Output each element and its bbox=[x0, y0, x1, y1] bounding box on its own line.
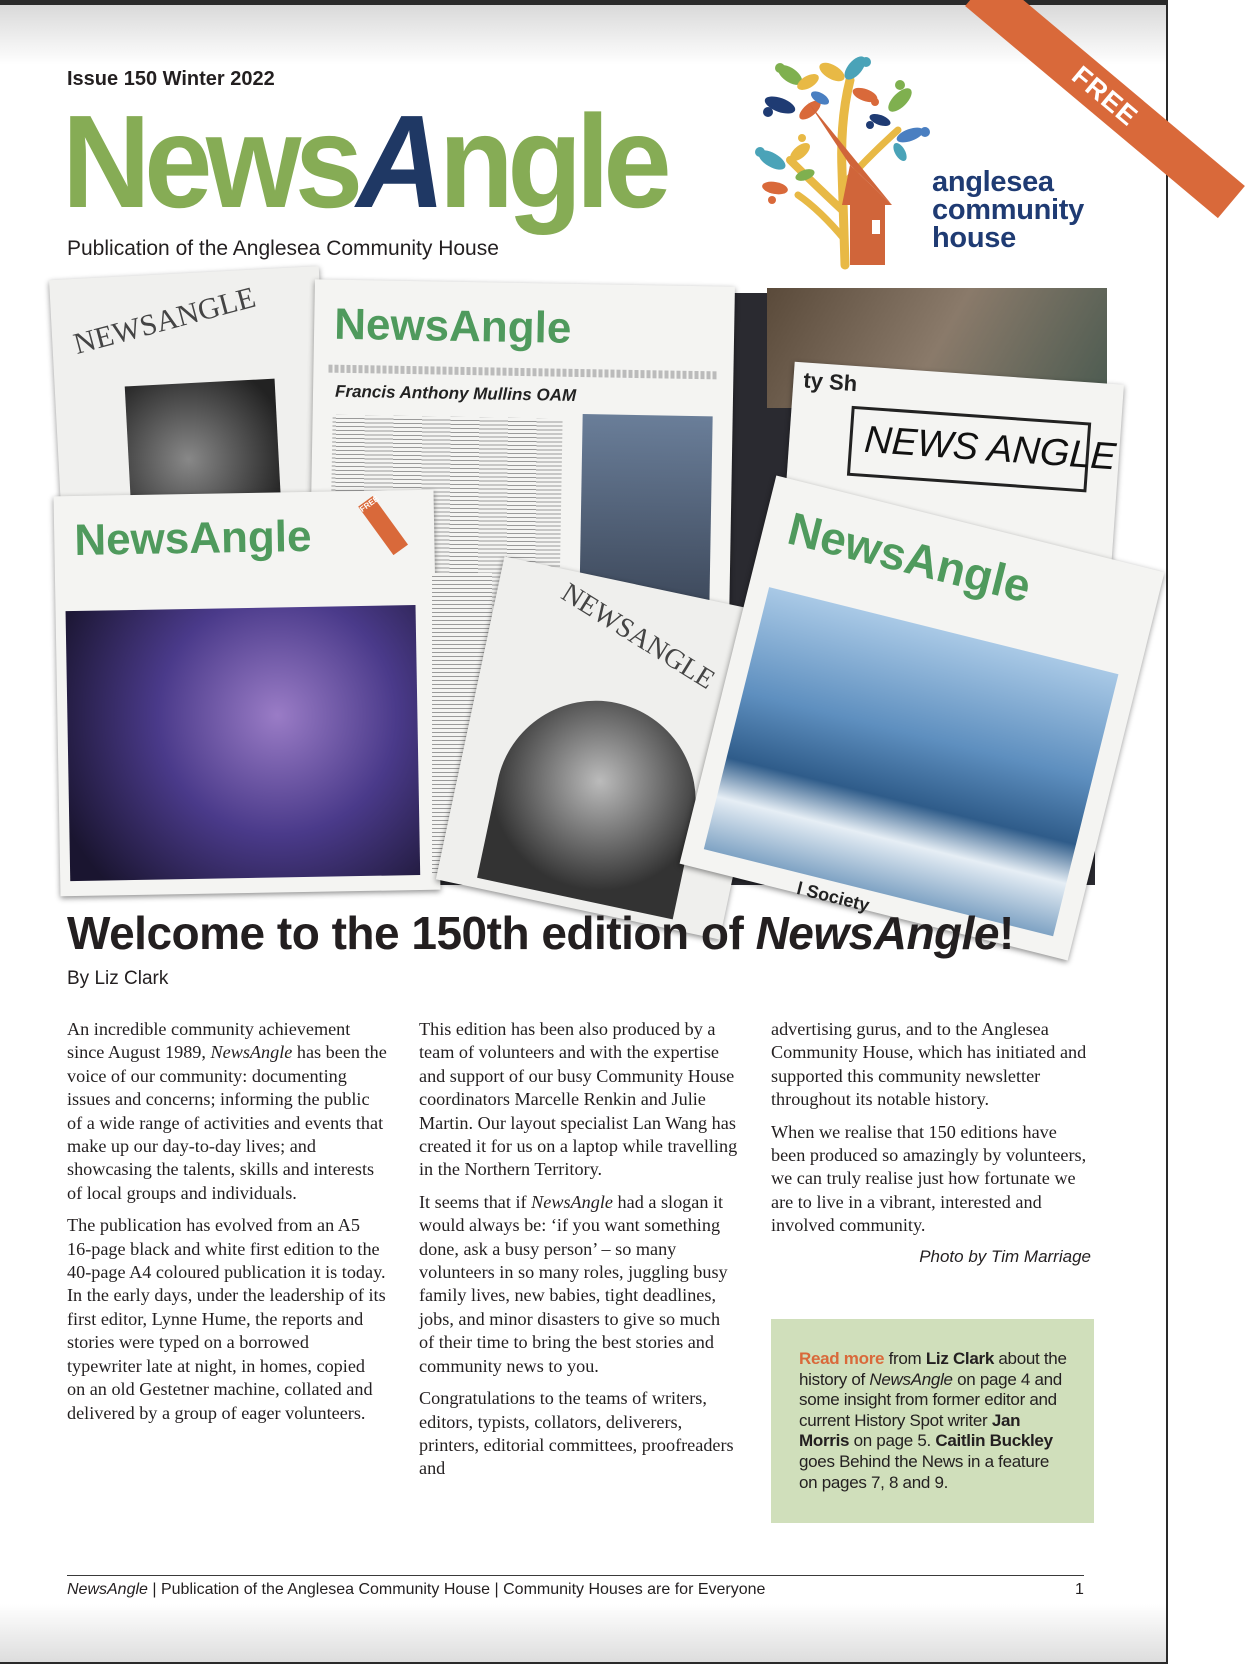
read-more-link[interactable]: Read more bbox=[799, 1349, 885, 1368]
logo-word-house: house bbox=[932, 222, 1016, 254]
col2-paragraph-2: It seems that if NewsAngle had a slogan it would always be: ‘if you want something done, ask a busy person’ – so many volunteers in so many roles, juggling busy family lives, new babies, tight deadlines, jobs, and minor disasters to give so much of their time to bring the best stories and community news to you. bbox=[419, 1191, 728, 1376]
collage-old-nameplate-2: NEWSANGLE bbox=[555, 577, 721, 696]
col2-paragraph-1: This edition has been also produced by a team of volunteers and with the expertise and support of our busy Community House coordinators Marcelle Renkin and Julie Martin. Our layout specialist Lan Wang has created it for us on a laptop while travelling in the Northern Territory. bbox=[419, 1019, 738, 1180]
photo-credit: Photo by Tim Marriage bbox=[919, 1246, 1091, 1266]
col1-paragraph-1: An incredible community achievement since August 1989, NewsAngle has been the voice of our community: documenting issues and concerns; informing the public of a wide range of activities and events that make up our day-to-day lives; and showcasing the talents, skills and interests of local groups and individuals. bbox=[67, 1019, 387, 1203]
collage-surfer-photo bbox=[704, 587, 1119, 936]
page-number: 1 bbox=[1075, 1581, 1084, 1598]
publication-subtitle: Publication of the Anglesea Community House bbox=[67, 237, 499, 260]
masthead-title bbox=[62, 88, 666, 235]
anglesea-community-house-logo bbox=[750, 60, 1100, 265]
collage-person-photo bbox=[477, 682, 714, 919]
collage-rule bbox=[328, 365, 718, 380]
issue-label: Issue 150 Winter 2022 bbox=[67, 68, 275, 90]
collage-nameplate-2: NewsAngle bbox=[73, 511, 312, 565]
masthead-ngle: ngle bbox=[438, 88, 666, 235]
collage-nameplate-1: NewsAngle bbox=[333, 299, 572, 353]
footer-divider bbox=[67, 1575, 1084, 1576]
free-ribbon-label: FREE bbox=[965, 0, 1245, 218]
collage-concert-issue bbox=[54, 490, 441, 897]
logo-wordmark bbox=[932, 168, 1084, 252]
col3-paragraph-1: advertising gurus, and to the Anglesea Community House, which has initiated and supported this community newsletter throughout its notable history. bbox=[771, 1019, 1087, 1110]
viewer-right-border bbox=[1166, 0, 1168, 1664]
collage-mini-free: FREE bbox=[358, 496, 408, 555]
masthead-accent-a: A bbox=[356, 88, 439, 235]
col3-paragraph-2: When we realise that 150 editions have been produced so amazingly by volunteers, we can truly realise just how fortunate we are to live in a vibrant, interested and involved community. bbox=[771, 1121, 1087, 1236]
collage-mullins-headline: Francis Anthony Mullins OAM bbox=[334, 381, 577, 405]
article-column-3 bbox=[771, 1018, 1091, 1268]
collage-fragment-sh: ty Sh bbox=[802, 367, 859, 397]
cover-photo-collage bbox=[67, 280, 1118, 916]
tree-house-icon bbox=[750, 60, 930, 265]
read-more-box: Read more from Liz Clark about the history of NewsAngle on page 4 and some insight from former editor and current History Spot writer Jan Morris on page 5. Caitlin Buckley goes Behind the News in a feature on pages 7, 8 and 9. bbox=[771, 1319, 1094, 1523]
logo-word-anglesea: anglesea bbox=[932, 166, 1054, 198]
collage-fragment-society: l Society bbox=[794, 878, 872, 916]
collage-nameplate-3: NewsAngle bbox=[782, 501, 1037, 613]
article-column-1 bbox=[67, 1018, 387, 1434]
collage-concert-photo bbox=[66, 605, 421, 881]
col1-paragraph-2: The publication has evolved from an A5 16-page black and white first edition to the 40-page A4 coloured publication it is today. In the early days, under the leadership of its first editor, Lynne Hume, the reports and stories were typed on a borrowed typewriter late at night, in homes, copied on an old Gestetner machine, collated and delivered by a group of eager volunteers. bbox=[67, 1215, 386, 1423]
collage-typed-nameplate: NEWS ANGLE bbox=[862, 418, 1118, 479]
collage-old-nameplate: NEWSANGLE bbox=[70, 280, 259, 361]
masthead-news: News bbox=[62, 88, 357, 235]
page-bottom-shading bbox=[0, 1604, 1166, 1664]
col2-paragraph-3: Congratulations to the teams of writers, editors, typists, collators, deliverers, printers, editorial committees, proofreaders and bbox=[419, 1388, 734, 1479]
article-column-2 bbox=[419, 1018, 739, 1490]
footer-text: NewsAngle | Publication of the Anglesea Community House | Community Houses are for Everyone bbox=[67, 1581, 766, 1598]
article-headline: Welcome to the 150th edition of NewsAngle! bbox=[67, 907, 1014, 959]
logo-word-community: community bbox=[932, 194, 1084, 226]
article-byline: By Liz Clark bbox=[67, 968, 169, 989]
